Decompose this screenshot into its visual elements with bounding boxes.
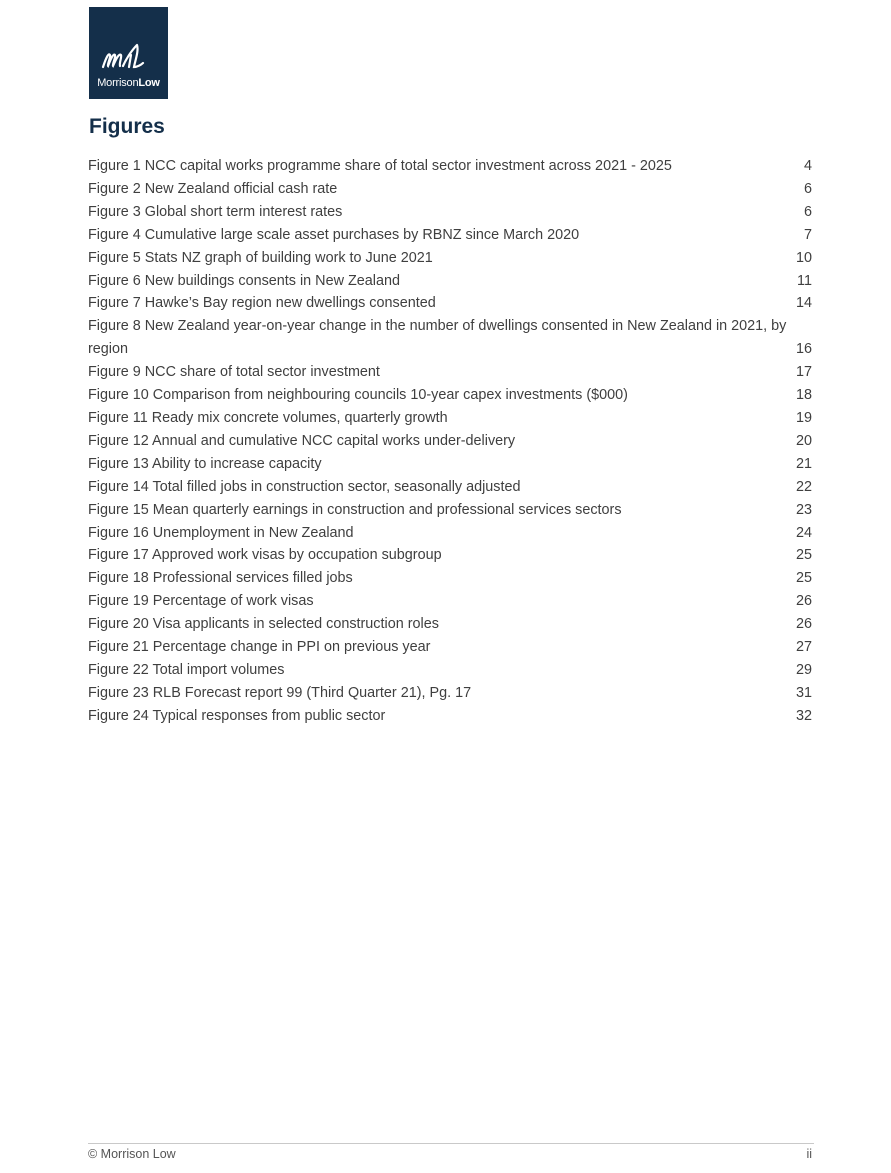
toc-entry[interactable] (88, 361, 812, 384)
toc-entry-label: Figure 13 Ability to increase capacity (88, 455, 322, 472)
toc-entry-page: 26 (795, 616, 812, 633)
toc-entry[interactable] (88, 384, 812, 407)
toc-entry-label: Figure 7 Hawke’s Bay region new dwellings consented (88, 295, 436, 312)
toc-entry[interactable] (88, 567, 812, 590)
toc-entry-label: Figure 11 Ready mix concrete volumes, quarterly growth (88, 409, 448, 426)
toc-entry-page: 6 (803, 203, 812, 220)
toc-entry-label: Figure 8 New Zealand year-on-year change in the number of dwellings consented in New Zealand in 2021, by region (88, 318, 787, 358)
toc-entry[interactable] (88, 522, 812, 545)
toc-entry-page: 11 (797, 272, 812, 289)
toc-entry-page: 10 (795, 249, 812, 266)
toc-entry-page: 27 (795, 639, 812, 656)
toc-entry-page: 24 (795, 524, 812, 541)
toc-entry-label: Figure 23 RLB Forecast report 99 (Third Quarter 21), Pg. 17 (88, 684, 472, 701)
company-logo (89, 7, 168, 99)
toc-entry-page: 23 (795, 501, 812, 518)
toc-entry-page: 31 (795, 684, 812, 701)
toc-entry-label: Figure 12 Annual and cumulative NCC capital works under-delivery (88, 432, 516, 449)
toc-entry[interactable] (88, 476, 812, 499)
toc-entry[interactable] (88, 453, 812, 476)
toc-entry[interactable] (88, 430, 812, 453)
toc-entry-page: 25 (795, 547, 812, 564)
toc-entry-page: 25 (795, 570, 812, 587)
footer-page-number: ii (806, 1147, 812, 1161)
toc-entry-page: 19 (795, 409, 812, 426)
toc-entry[interactable] (88, 270, 812, 293)
toc-entry[interactable] (88, 201, 812, 224)
toc-entry[interactable] (88, 178, 812, 201)
toc-entry-label: Figure 24 Typical responses from public sector (88, 707, 386, 724)
toc-entry-page: 22 (795, 478, 812, 495)
toc-entry-label: Figure 17 Approved work visas by occupation subgroup (88, 547, 442, 564)
toc-entry-label: Figure 1 NCC capital works programme share of total sector investment across 2021 - 2025 (88, 158, 672, 174)
toc-entry-label: Figure 18 Professional services filled jobs (88, 570, 353, 587)
toc-entry-page: 32 (795, 707, 812, 724)
toc-entry-label: Figure 3 Global short term interest rates (88, 203, 343, 220)
toc-entry-label: Figure 6 New buildings consents in New Zealand (88, 272, 400, 289)
toc-entry-page: 16 (795, 341, 812, 358)
toc-entry[interactable] (88, 613, 812, 636)
toc-entry[interactable] (88, 155, 812, 178)
toc-entry[interactable] (88, 544, 812, 567)
toc-entry-page: 21 (795, 455, 812, 472)
toc-entry-page: 14 (795, 295, 812, 312)
toc-entry-label: Figure 10 Comparison from neighbouring councils 10-year capex investments ($000) (88, 387, 628, 404)
logo-wordmark (89, 77, 168, 89)
toc-entry[interactable] (88, 499, 812, 522)
footer-divider (88, 1143, 814, 1144)
toc-entry-page: 17 (795, 364, 812, 381)
toc-entry-page: 29 (795, 661, 812, 678)
toc-entry-page: 26 (795, 593, 812, 610)
toc-entry-label: Figure 19 Percentage of work visas (88, 593, 314, 610)
page-title: Figures (89, 115, 165, 138)
toc-entry-label: Figure 5 Stats NZ graph of building work to June 2021 (88, 249, 433, 266)
footer-copyright: © Morrison Low (88, 1147, 176, 1161)
toc-entry-page: 4 (803, 158, 812, 174)
toc-entry-label: Figure 21 Percentage change in PPI on previous year (88, 639, 431, 656)
toc-entry-label: Figure 22 Total import volumes (88, 661, 285, 678)
logo-name-part1: Morrison (97, 77, 139, 89)
toc-entry-label: Figure 4 Cumulative large scale asset purchases by RBNZ since March 2020 (88, 226, 580, 243)
toc-entry[interactable] (88, 407, 812, 430)
toc-entry[interactable] (88, 590, 812, 613)
toc-entry-label: Figure 14 Total filled jobs in construction sector, seasonally adjusted (88, 478, 521, 495)
toc-entry[interactable] (88, 292, 812, 315)
toc-entry-page: 7 (803, 226, 812, 243)
toc-entry-label: Figure 16 Unemployment in New Zealand (88, 524, 354, 541)
toc-entry[interactable] (88, 682, 812, 705)
toc-entry[interactable] (88, 705, 812, 728)
toc-entry[interactable] (88, 636, 812, 659)
toc-entry[interactable] (88, 247, 812, 270)
figures-list (88, 155, 812, 728)
toc-entry[interactable] (88, 659, 812, 682)
logo-name-part2: Low (138, 77, 160, 89)
toc-entry[interactable] (88, 315, 812, 361)
toc-entry-page: 20 (795, 432, 812, 449)
toc-entry-page: 18 (795, 387, 812, 404)
toc-entry[interactable] (88, 224, 812, 247)
toc-entry-label: Figure 20 Visa applicants in selected construction roles (88, 616, 439, 633)
logo-mark-icon (99, 41, 158, 71)
toc-entry-label: Figure 9 NCC share of total sector investment (88, 364, 380, 381)
toc-entry-page: 6 (803, 180, 812, 197)
toc-entry-label: Figure 2 New Zealand official cash rate (88, 180, 338, 197)
toc-entry-label: Figure 15 Mean quarterly earnings in construction and professional services sectors (88, 501, 622, 518)
